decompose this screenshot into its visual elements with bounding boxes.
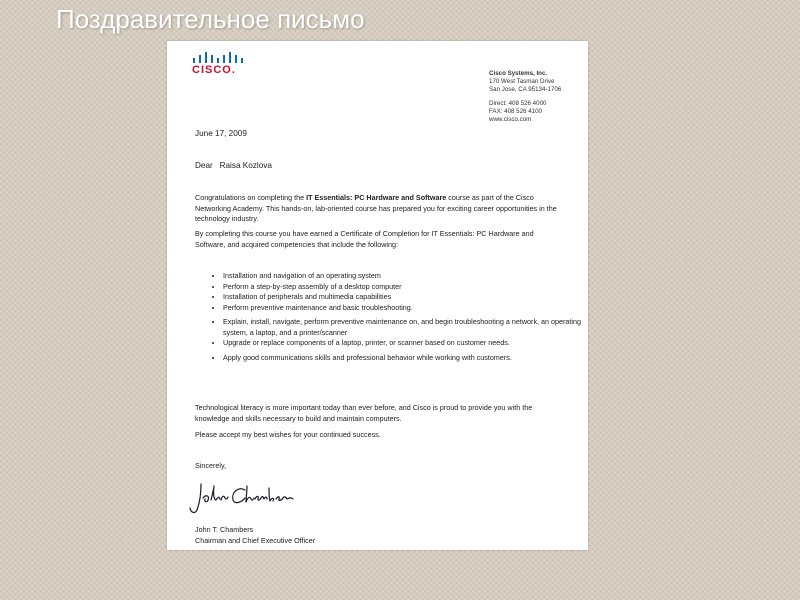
paragraph-wishes: Please accept my best wishes for your continued success. — [195, 430, 381, 439]
course-name: IT Essentials: PC Hardware and Software — [306, 193, 447, 202]
competency-item: • Installation and navigation of an operating system — [223, 271, 585, 282]
competency-item: • Perform a step-by-step assembly of a desktop computer — [223, 282, 585, 293]
company-address — [489, 70, 561, 124]
paragraph-congratulations-rest: course as part of the Cisco Networking Academy. This hands-on, lab-oriented course has prepared you for exciting career opportunities in the technology industry. — [195, 193, 557, 223]
competency-item: • Perform preventive maintenance and basic troubleshooting. — [223, 303, 585, 314]
company-name: Cisco Systems, Inc. — [489, 70, 548, 77]
paragraph-literacy: Technological literacy is more important today than ever before, and Cisco is proud to provide you with the knowledge and skills necessary to build and maintain computers. — [195, 403, 533, 423]
address-fax: FAX: 408 526 4100 — [489, 108, 542, 115]
signer-title: Chairman and Chief Executive Officer — [195, 535, 316, 545]
letter-closing: Sincerely, — [195, 461, 227, 470]
handwritten-signature — [187, 478, 297, 518]
paragraph-congratulations-intro: Congratulations on completing the — [195, 193, 307, 202]
competency-item: • Apply good communications skills and professional behavior while working with customers. — [223, 353, 585, 364]
signer-name: John T. Chambers — [195, 525, 254, 534]
paragraph-congratulations — [195, 193, 565, 225]
paragraph-certificate: By completing this course you have earned a Certificate of Completion for IT Essentials: PC Hardware and Software, and acquired competencies that include the following: — [195, 229, 534, 249]
slide-title: Поздравительное письмо — [56, 4, 365, 34]
letter-salutation: Dear Raisa Kozlova — [195, 161, 272, 170]
address-phone: Direct: 408 526 4000 — [489, 100, 547, 107]
letter-date: June 17, 2009 — [195, 129, 247, 138]
competencies-list — [203, 271, 585, 363]
letter-document — [167, 41, 588, 550]
competency-item: • Explain, install, navigate, perform preventive maintenance on, and begin troubleshooting a network, an operating system, a laptop, and a printer/scanner — [223, 317, 585, 338]
signer-block — [195, 525, 315, 546]
competency-item: • Installation of peripherals and multimedia capabilities — [223, 292, 585, 303]
cisco-logo — [191, 51, 251, 76]
address-website: www.cisco.com — [489, 116, 532, 123]
cisco-bridge-icon — [191, 51, 247, 65]
cisco-logo-text: CISCO. — [192, 64, 236, 76]
address-city: San Jose, CA 95134-1706 — [489, 86, 562, 93]
address-street: 170 West Tasman Drive — [489, 78, 555, 85]
competency-item: • Upgrade or replace components of a laptop, printer, or scanner based on customer needs. — [223, 338, 585, 349]
